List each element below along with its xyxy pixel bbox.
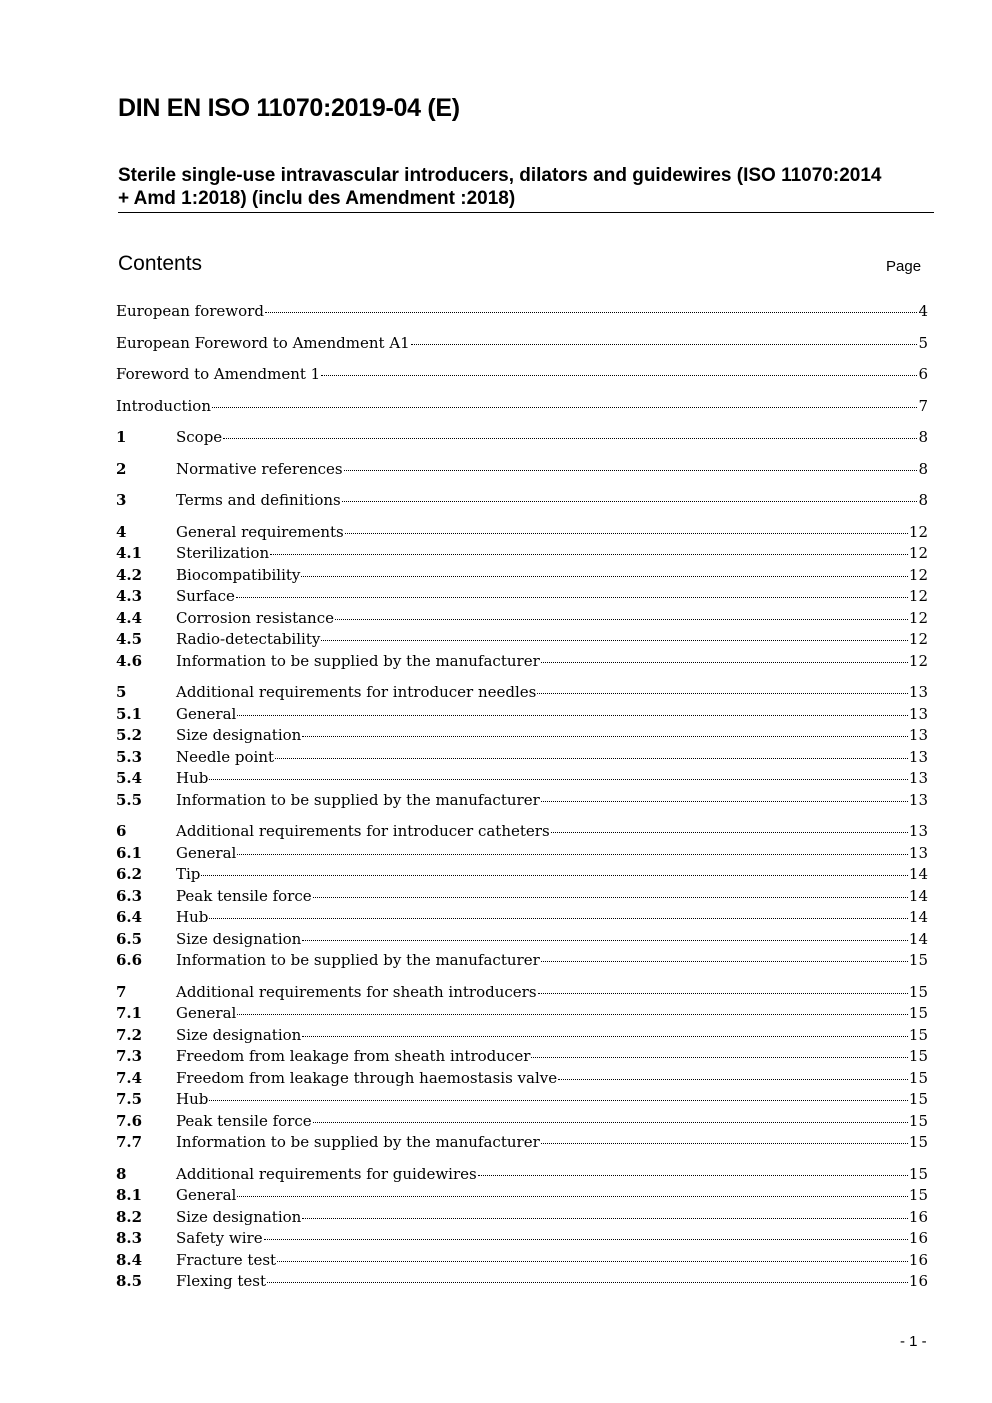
- dot-leader: [345, 532, 908, 534]
- toc-row[interactable]: [116, 747, 928, 769]
- toc-entry-title: European foreword: [116, 302, 264, 320]
- toc-entry-number: 7.2: [116, 1025, 143, 1044]
- dot-leader: [209, 1099, 908, 1101]
- toc-row[interactable]: [116, 907, 928, 929]
- toc-entry-title: General requirements: [176, 522, 344, 541]
- toc-row[interactable]: [116, 459, 928, 481]
- toc-entry-number: 1: [116, 428, 127, 446]
- toc-entry-number: 7.5: [116, 1090, 143, 1108]
- toc-row[interactable]: [116, 1068, 928, 1090]
- toc-row[interactable]: [116, 790, 928, 812]
- toc-entry-title: European Foreword to Amendment A1: [116, 333, 410, 352]
- toc-entry-title: Radio-detectability: [176, 630, 321, 648]
- toc-entry-page: 12: [908, 544, 928, 562]
- dot-leader: [237, 1195, 908, 1197]
- toc-entry-title: General: [176, 843, 237, 862]
- toc-entry-title: Information to be supplied by the manufacturer: [176, 1133, 540, 1151]
- dot-leader: [302, 1217, 908, 1219]
- toc-row[interactable]: [116, 1132, 928, 1154]
- toc-entry-page: 16: [908, 1229, 928, 1247]
- toc-entry-title: Foreword to Amendment 1: [116, 365, 321, 383]
- toc-entry-page: 14: [908, 908, 928, 926]
- toc-entry-number: 8.4: [116, 1250, 143, 1269]
- toc-row[interactable]: [116, 543, 928, 565]
- toc-entry-title: Tip: [176, 865, 201, 883]
- toc-entry-title: Freedom from leakage from sheath introducer: [176, 1047, 531, 1065]
- toc-entry-number: 4.4: [116, 608, 143, 627]
- toc-row[interactable]: [116, 1228, 928, 1250]
- dot-leader: [537, 692, 908, 694]
- toc-entry-number: 4.1: [116, 544, 143, 562]
- toc-row[interactable]: [116, 333, 928, 355]
- toc-entry-number: 4.2: [116, 565, 143, 584]
- toc-entry-number: 8.1: [116, 1186, 143, 1204]
- toc-entry-number: 7: [116, 982, 127, 1001]
- toc-entry-title: Freedom from leakage through haemostasis valve: [176, 1068, 558, 1087]
- dot-leader: [265, 311, 918, 313]
- toc-entry-title: Introduction: [116, 396, 211, 415]
- toc-row[interactable]: [116, 1003, 928, 1025]
- toc-row[interactable]: [116, 682, 928, 704]
- toc-entry-page: 14: [908, 886, 928, 905]
- dot-leader: [541, 960, 908, 962]
- toc-entry-number: 4: [116, 522, 127, 541]
- toc-entry-page: 13: [908, 769, 928, 787]
- toc-entry-page: 15: [908, 1090, 928, 1108]
- toc-row[interactable]: [116, 1207, 928, 1229]
- toc-entry-title: Additional requirements for introducer needles: [176, 683, 537, 701]
- dot-leader: [209, 917, 908, 919]
- toc-entry-title: Information to be supplied by the manufacturer: [176, 951, 540, 969]
- toc-entry-page: 15: [908, 1004, 928, 1022]
- toc-entry-title: Additional requirements for introducer catheters: [176, 822, 550, 840]
- dot-leader: [237, 853, 908, 855]
- toc-entry-number: 3: [116, 491, 127, 509]
- toc-entry-page: 16: [908, 1250, 928, 1269]
- toc-entry-page: 15: [908, 1186, 928, 1204]
- toc-row[interactable]: [116, 704, 928, 726]
- dot-leader: [212, 406, 917, 408]
- toc-entry-page: 12: [908, 587, 928, 605]
- toc-entry-page: 13: [908, 822, 928, 840]
- toc-entry-title: Safety wire: [176, 1229, 263, 1247]
- toc-entry-page: 16: [908, 1207, 928, 1226]
- toc-entry-title: Additional requirements for sheath introducers: [176, 982, 537, 1001]
- toc-entry-page: 12: [908, 651, 928, 670]
- toc-entry-title: Peak tensile force: [176, 1111, 312, 1130]
- dot-leader: [302, 735, 908, 737]
- toc-entry-number: 5.2: [116, 726, 143, 744]
- toc-row[interactable]: [116, 608, 928, 630]
- toc-entry-page: 15: [908, 1068, 928, 1087]
- toc-entry-title: Normative references: [176, 459, 343, 478]
- toc-row[interactable]: [116, 982, 928, 1004]
- dot-leader: [344, 469, 918, 471]
- toc-entry-number: 6.3: [116, 886, 143, 905]
- dot-leader: [411, 343, 918, 345]
- page-column-label: Page: [886, 258, 922, 275]
- toc-row[interactable]: [116, 768, 928, 790]
- toc-entry-number: 6.4: [116, 908, 143, 926]
- contents-heading: Contents: [118, 252, 203, 275]
- toc-row[interactable]: [116, 396, 928, 418]
- toc-entry-page: 13: [908, 747, 928, 766]
- toc-entry-page: 13: [908, 790, 928, 809]
- toc-entry-title: General: [176, 1186, 237, 1204]
- dot-leader: [277, 1260, 908, 1262]
- toc-entry-page: 7: [918, 396, 928, 415]
- toc-entry-title: Fracture test: [176, 1250, 277, 1269]
- toc-entry-page: 15: [908, 1164, 928, 1183]
- toc-entry-page: 13: [908, 704, 928, 723]
- toc-row[interactable]: [116, 490, 928, 512]
- toc-entry-number: 6.2: [116, 865, 143, 883]
- toc-entry-number: 6.5: [116, 929, 143, 948]
- toc-row[interactable]: [116, 1111, 928, 1133]
- dot-leader: [342, 500, 918, 502]
- dot-leader: [267, 1281, 908, 1283]
- toc-entry-page: 14: [908, 929, 928, 948]
- toc-entry-page: 13: [908, 683, 928, 701]
- toc-entry-title: General: [176, 704, 237, 723]
- toc-entry-title: Hub: [176, 769, 209, 787]
- dot-leader: [335, 618, 908, 620]
- toc-entry-number: 8.5: [116, 1272, 143, 1290]
- dot-leader: [538, 992, 908, 994]
- dot-leader: [541, 1142, 908, 1144]
- toc-entry-title: Size designation: [176, 1025, 302, 1044]
- toc-entry-page: 12: [908, 630, 928, 648]
- toc-entry-title: Size designation: [176, 1207, 302, 1226]
- dot-leader: [478, 1174, 908, 1176]
- toc-entry-page: 8: [918, 459, 928, 478]
- dot-leader: [209, 778, 908, 780]
- dot-leader: [264, 1238, 908, 1240]
- toc-entry-title: Peak tensile force: [176, 886, 312, 905]
- toc-entry-page: 12: [908, 565, 928, 584]
- toc-entry-page: 15: [908, 951, 928, 969]
- toc-row[interactable]: [116, 864, 928, 886]
- toc-entry-title: Corrosion resistance: [176, 608, 334, 627]
- toc-entry-page: 15: [908, 982, 928, 1001]
- toc-row[interactable]: [116, 950, 928, 972]
- toc-entry-number: 5: [116, 683, 127, 701]
- toc-row[interactable]: [116, 427, 928, 449]
- dot-leader: [270, 553, 908, 555]
- toc-row[interactable]: [116, 1250, 928, 1272]
- toc-entry-page: 16: [908, 1272, 928, 1290]
- toc-entry-number: 8: [116, 1164, 127, 1183]
- document-title: DIN EN ISO 11070:2019-04 (E): [118, 94, 460, 122]
- toc-entry-page: 8: [918, 491, 928, 509]
- toc-entry-number: 7.3: [116, 1047, 143, 1065]
- toc-entry-page: 12: [908, 522, 928, 541]
- toc-entry-number: 7.7: [116, 1133, 143, 1151]
- toc-entry-page: 6: [918, 365, 928, 383]
- toc-row[interactable]: [116, 929, 928, 951]
- dot-leader: [531, 1056, 908, 1058]
- toc-entry-title: General: [176, 1004, 237, 1022]
- dot-leader: [551, 831, 908, 833]
- toc-row[interactable]: [116, 725, 928, 747]
- toc-entry-number: 8.3: [116, 1229, 143, 1247]
- toc-entry-number: 6.6: [116, 951, 143, 969]
- toc-row[interactable]: [116, 629, 928, 651]
- toc-entry-title: Terms and definitions: [176, 491, 341, 509]
- table-of-contents: [116, 301, 928, 1293]
- toc-row[interactable]: [116, 1271, 928, 1293]
- dot-leader: [237, 1013, 908, 1015]
- dot-leader: [302, 1035, 908, 1037]
- dot-leader: [313, 896, 908, 898]
- toc-entry-number: 5.3: [116, 747, 143, 766]
- dot-leader: [236, 596, 908, 598]
- dot-leader: [302, 939, 908, 941]
- toc-entry-title: Information to be supplied by the manufacturer: [176, 790, 540, 809]
- toc-entry-title: Size designation: [176, 726, 302, 744]
- dot-leader: [313, 1121, 908, 1123]
- dot-leader: [301, 575, 908, 577]
- toc-entry-page: 4: [918, 302, 928, 320]
- toc-entry-page: 15: [908, 1111, 928, 1130]
- toc-row[interactable]: [116, 565, 928, 587]
- toc-entry-number: 6.1: [116, 843, 143, 862]
- toc-entry-number: 7.1: [116, 1004, 143, 1022]
- toc-entry-number: 7.6: [116, 1111, 143, 1130]
- toc-row[interactable]: [116, 1046, 928, 1068]
- toc-row[interactable]: [116, 364, 928, 386]
- toc-row[interactable]: [116, 522, 928, 544]
- toc-entry-title: Information to be supplied by the manufacturer: [176, 651, 540, 670]
- toc-entry-page: 15: [908, 1047, 928, 1065]
- toc-entry-number: 2: [116, 459, 127, 478]
- document-subtitle: [118, 164, 934, 213]
- subtitle-line-2: + Amd 1:2018) (inclu des Amendment :2018): [118, 188, 516, 209]
- toc-row[interactable]: [116, 843, 928, 865]
- dot-leader: [321, 639, 908, 641]
- toc-entry-number: 4.5: [116, 630, 143, 648]
- toc-entry-number: 8.2: [116, 1207, 143, 1226]
- page-number: - 1 -: [900, 1333, 927, 1350]
- toc-entry-page: 15: [908, 1025, 928, 1044]
- toc-entry-page: 13: [908, 726, 928, 744]
- dot-leader: [223, 437, 917, 439]
- toc-entry-title: Sterilization: [176, 544, 270, 562]
- dot-leader: [541, 800, 908, 802]
- toc-entry-page: 5: [918, 333, 928, 352]
- dot-leader: [201, 874, 908, 876]
- toc-entry-title: Needle point: [176, 747, 275, 766]
- toc-entry-page: 15: [908, 1133, 928, 1151]
- toc-row[interactable]: [116, 301, 928, 323]
- toc-row[interactable]: [116, 1164, 928, 1186]
- toc-entry-title: Additional requirements for guidewires: [176, 1164, 477, 1183]
- toc-row[interactable]: [116, 651, 928, 673]
- toc-entry-title: Hub: [176, 908, 209, 926]
- toc-entry-title: Surface: [176, 587, 235, 605]
- toc-entry-number: 5.4: [116, 769, 143, 787]
- toc-entry-title: Scope: [176, 428, 223, 446]
- toc-entry-page: 12: [908, 608, 928, 627]
- toc-entry-title: Biocompatibility: [176, 565, 301, 584]
- dot-leader: [558, 1078, 908, 1080]
- dot-leader: [237, 714, 908, 716]
- toc-row[interactable]: [116, 1185, 928, 1207]
- toc-entry-page: 13: [908, 843, 928, 862]
- toc-entry-title: Flexing test: [176, 1272, 266, 1290]
- toc-entry-number: 6: [116, 822, 127, 840]
- dot-leader: [541, 661, 908, 663]
- toc-entry-number: 7.4: [116, 1068, 143, 1087]
- dot-leader: [321, 374, 917, 376]
- toc-row[interactable]: [116, 1025, 928, 1047]
- toc-entry-page: 14: [908, 865, 928, 883]
- toc-entry-title: Size designation: [176, 929, 302, 948]
- dot-leader: [275, 757, 908, 759]
- toc-entry-number: 5.5: [116, 790, 143, 809]
- toc-entry-number: 4.3: [116, 587, 143, 605]
- toc-row[interactable]: [116, 821, 928, 843]
- subtitle-line-1: Sterile single-use intravascular introducers, dilators and guidewires (ISO 11070:2014: [118, 165, 882, 186]
- toc-entry-title: Hub: [176, 1090, 209, 1108]
- toc-row[interactable]: [116, 1089, 928, 1111]
- toc-row[interactable]: [116, 886, 928, 908]
- toc-entry-number: 5.1: [116, 704, 143, 723]
- toc-entry-page: 8: [918, 428, 928, 446]
- toc-row[interactable]: [116, 586, 928, 608]
- toc-entry-number: 4.6: [116, 651, 143, 670]
